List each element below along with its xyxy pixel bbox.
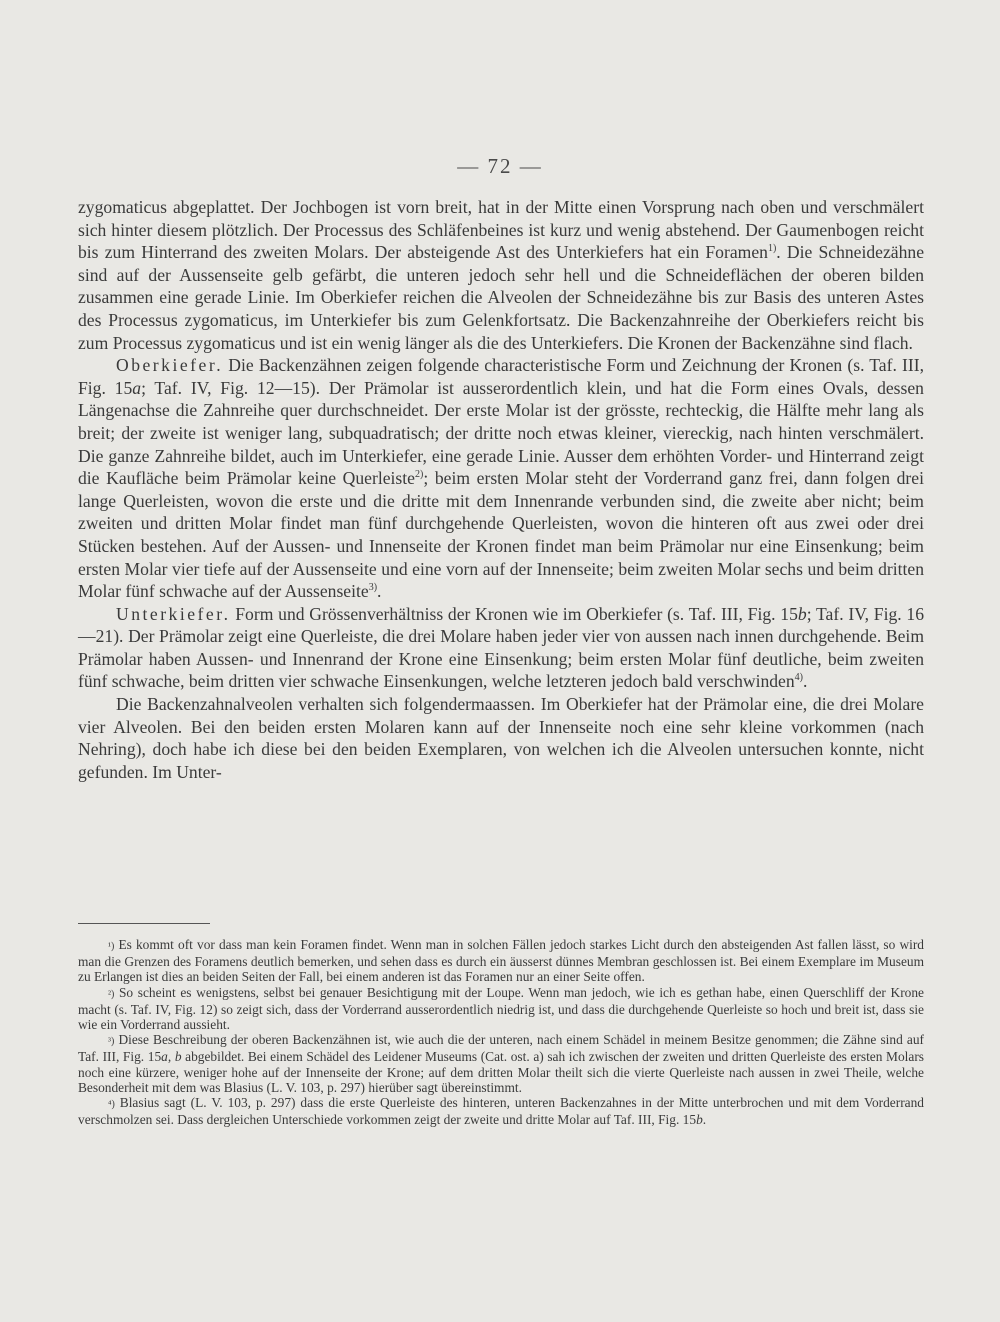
footnote-4 bbox=[78, 1095, 924, 1127]
footnote-3-italic-b: b bbox=[174, 1049, 182, 1065]
paragraph-3-text-c: . bbox=[803, 671, 808, 692]
footnote-2-mark: ²) bbox=[108, 988, 115, 1000]
footnote-ref-4: 4) bbox=[794, 672, 804, 684]
footnote-4-text-b: . bbox=[702, 1112, 707, 1128]
paragraph-2-italic-a: a bbox=[132, 377, 142, 398]
paragraph-2-text-a: Die Backenzähnen zeigen folgende characteristische Form und Zeichnung der Kronen (s. Taf. III, Fig. 15 bbox=[78, 355, 924, 398]
paragraph-oberkiefer bbox=[78, 354, 924, 603]
paragraph-1 bbox=[78, 196, 924, 354]
footnote-4-text-a: Blasius sagt (L. V. 103, p. 297) dass die erste Querleiste des hinteren, unteren Backenzahnes in der Mitte unterbrochen und mit dem Vorderrand verschmolzen sei. Dass dergleichen Unterschiede vorkommen zeigt der zweite und dritte Molar auf Taf. III, Fig. 15 bbox=[78, 1095, 924, 1128]
footnote-divider bbox=[78, 923, 210, 924]
footnote-1-mark: ¹) bbox=[108, 941, 115, 952]
footnote-3-text-c: abgebildet. Bei einem Schädel des Leidener Museums (Cat. ost. a) sah ich zwischen der zweiten und dritten Querleiste des ersten Molars noch eine kürzere, weniger hohe auf der Innenseite der Krone; auf dem dritten Molar theilt sich die vierte Querleiste nach aussen in zwei Theile, welche Besonderheit mit dem was Blasius (L. V. 103, p. 297) hierüber sagt übereinstimmt. bbox=[78, 1049, 924, 1095]
paragraph-2-text-c: ; beim ersten Molar steht der Vorderrand ganz frei, dann folgen drei lange Querleisten, wovon die erste und die dritte mit dem Innenrande verbunden sind, die zweite aber nicht; beim zweiten und dritten Molar findet man fünf durchgehende Querleisten, wovon die hinteren oft aus zwei oder drei Stücken bestehen. Auf der Aussen- und Innenseite der Kronen findet man beim Prämolar nur eine Einsenkung; beim ersten Molar vier tiefe auf der Aussenseite und eine vorn auf der Innenseite; beim zweiten Molar sechs und beim dritten Molar fünf schwache auf der Aussenseite bbox=[78, 468, 924, 602]
footnote-3-italic-a: a bbox=[161, 1049, 168, 1065]
footnote-1-text: Es kommt oft vor dass man kein Foramen findet. Wenn man in solchen Fällen jedoch starkes Licht durch den absteigenden Ast fallen lässt, so wird man die Grenzen des Foramens deutlich bemerken, und sehen dass es durch ein äusserst dünnes Membran geschlossen ist. Bei einem Exemplare im Museum zu Erlangen ist dies an beiden Seiten der Fall, bei einem anderen ist das Foramen nur an einer Seite offen. bbox=[78, 937, 924, 985]
paragraph-alveolen: Die Backenzahnalveolen verhalten sich folgendermaassen. Im Oberkiefer hat der Prämolar eine, die drei Molare vier Alveolen. Bei den beiden ersten Molaren kann auf der Innenseite noch eine sehr kleine vorkommen (nach Nehring), doch habe ich diese bei den beiden Exemplaren, von welchen ich die Alveolen untersuchen konnte, nicht gefunden. Im Unter- bbox=[78, 694, 924, 782]
footnote-1 bbox=[78, 937, 924, 985]
footnote-3 bbox=[78, 1032, 924, 1095]
footnote-3-text-b: , bbox=[167, 1049, 175, 1065]
footnote-2-text: So scheint es wenigstens, selbst bei genauer Besichtigung mit der Loupe. Wenn man jedoch, wie ich es gethan habe, einen Querschliff der Krone macht (s. Taf. IV, Fig. 12) so zeigt sich, dass der Vorderrand ausserordentlich niedrig ist, und dass die durchgehende Querleiste so hoch und breit ist, dass sie wie ein Vorderrand aussieht. bbox=[78, 984, 924, 1033]
section-heading-oberkiefer: Oberkiefer. bbox=[116, 355, 224, 376]
paragraph-3-text-a: Form und Grössenverhältniss der Kronen wie im Oberkiefer (s. Taf. III, Fig. 15 bbox=[230, 603, 798, 624]
body-text bbox=[78, 196, 924, 783]
paragraph-3-italic-b: b bbox=[797, 603, 807, 624]
paragraph-3-text-b: ; Taf. IV, Fig. 16—21). Der Prämolar zeigt eine Querleiste, die drei Molare haben jeder vier von aussen nach innen durchgehende. Beim Prämolar haben Aussen- und Innenrand der Krone eine Einsenkung; beim ersten Molar fünf deutliche, beim zweiten fünf schwache, beim dritten vier schwache Einsenkungen, welche letzteren jedoch bald verschwinden bbox=[78, 603, 924, 692]
paragraph-2-text-b: ; Taf. IV, Fig. 12—15). Der Prämolar ist ausserordentlich klein, und hat die Form eines Ovals, dessen Längenachse die Zahnreihe quer durchschneidet. Der erste Molar ist der grösste, rechteckig, die Hälfte mehr lang als breit; der zweite ist weniger lang, subquadratisch; der dritte noch etwas kleiner, viereckig, nach hinten verschmälert. Die ganze Zahnreihe bildet, auch im Unterkiefer, eine gerade Linie. Ausser dem erhöhten Vorder- und Hinterrand zeigt die Kaufläche beim Prämolar keine Querleiste bbox=[78, 377, 924, 489]
footnote-4-mark: ⁴) bbox=[108, 1099, 115, 1111]
footnote-ref-3: 3) bbox=[368, 582, 378, 594]
page-number: — 72 — bbox=[457, 154, 543, 178]
footnote-4-italic-b: b bbox=[696, 1112, 703, 1128]
footnote-2 bbox=[78, 985, 924, 1033]
paragraph-1-text-a: zygomaticus abgeplattet. Der Jochbogen ist vorn breit, hat in der Mitte einen Vorsprung nach oben und verschmälert sich hinter diesem plötzlich. Der Processus des Schläfenbeines ist kurz und wenig abstehend. Der Gaumenbogen reicht bis zum Hinterrand des zweiten Molars. Der absteigende Ast des Unterkiefers hat ein Foramen bbox=[78, 197, 924, 263]
footnotes bbox=[78, 937, 924, 1127]
paragraph-unterkiefer bbox=[78, 603, 924, 693]
paragraph-2-text-d: . bbox=[377, 581, 382, 602]
footnote-3-mark: ³) bbox=[108, 1036, 115, 1048]
paragraph-1-text-b: . Die Schneidezähne sind auf der Aussenseite gelb gefärbt, die unteren jedoch sehr hell und die Schneideflächen der oberen bilden zusammen eine gerade Linie. Im Oberkiefer reichen die Alveolen der Schneidezähne bis zur Basis des unteren Astes des Processus zygomaticus, im Unterkiefer bis zum Gelenkfortsatz. Die Backenzahnreihe der Oberkiefers reicht bis zum Processus zygomaticus und ist ein wenig länger als die des Unterkiefers. Die Kronen der Backenzähne sind flach. bbox=[78, 242, 925, 353]
footnote-ref-1: 1) bbox=[767, 243, 777, 255]
footnote-3-text-a: Diese Beschreibung der oberen Backenzähnen ist, wie auch die der unteren, nach einem Schädel in meinem Besitze genommen; die Zähne sind auf Taf. III, Fig. 15 bbox=[78, 1032, 924, 1065]
section-heading-unterkiefer: Unterkiefer. bbox=[116, 603, 231, 624]
footnote-ref-2: 2) bbox=[414, 469, 424, 481]
